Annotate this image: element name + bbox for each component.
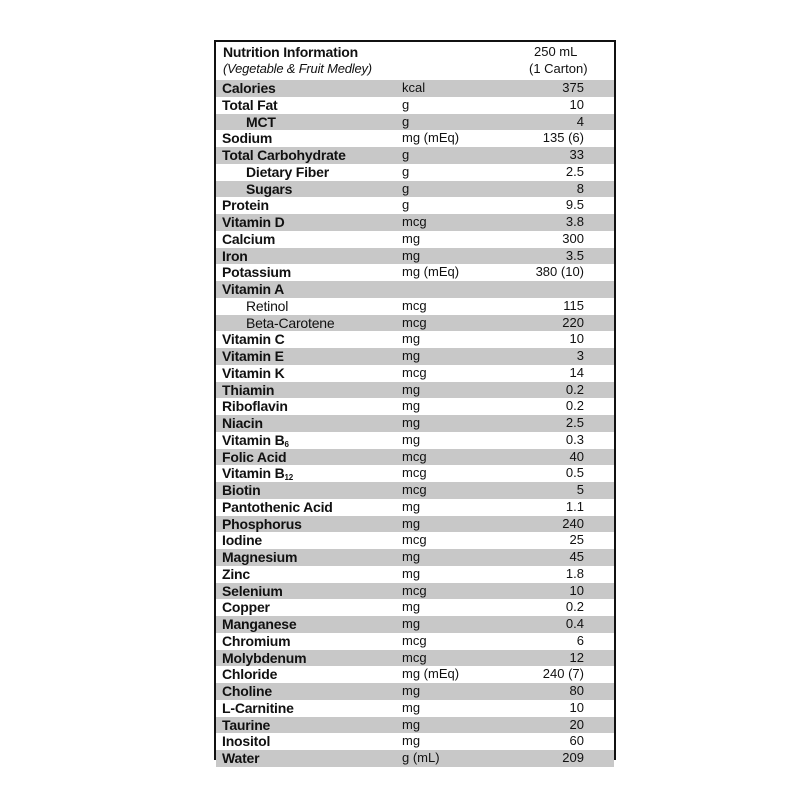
nutrient-unit: g bbox=[402, 197, 410, 213]
nutrient-unit: mg bbox=[402, 716, 421, 732]
nutrient-row bbox=[216, 599, 614, 616]
nutrient-row bbox=[216, 482, 614, 499]
nutrient-name-text: Total Carbohydrate bbox=[222, 147, 346, 163]
nutrient-name-text: Manganese bbox=[222, 616, 297, 632]
nutrient-value: 135 (6) bbox=[542, 130, 584, 146]
nutrient-name-text: Sugars bbox=[246, 180, 293, 197]
nutrient-name bbox=[222, 717, 270, 734]
nutrient-name-text: Chromium bbox=[222, 632, 291, 649]
nutrient-name bbox=[222, 683, 272, 700]
nutrient-name bbox=[222, 331, 285, 348]
nutrient-unit: mg bbox=[402, 348, 421, 363]
nutrient-row bbox=[216, 264, 614, 281]
nutrient-row bbox=[216, 214, 614, 231]
nutrient-name-text: Vitamin A bbox=[222, 281, 284, 297]
nutrition-panel bbox=[214, 40, 616, 766]
nutrient-name-text: L-Carnitine bbox=[222, 699, 294, 716]
nutrient-value: 2.5 bbox=[565, 415, 584, 430]
nutrient-row bbox=[216, 97, 614, 114]
nutrient-name bbox=[222, 248, 248, 265]
nutrient-value: 3 bbox=[576, 348, 584, 363]
nutrient-name bbox=[222, 566, 250, 583]
nutrient-name-text: Calcium bbox=[222, 230, 276, 247]
nutrient-name bbox=[222, 97, 278, 114]
nutrient-value: 6 bbox=[576, 632, 584, 648]
nutrient-name bbox=[222, 382, 274, 399]
nutrient-name-text: Vitamin B bbox=[222, 431, 285, 448]
nutrient-name bbox=[222, 733, 270, 750]
nutrient-name-text: Water bbox=[222, 750, 260, 766]
nutrient-value: 0.4 bbox=[565, 616, 584, 631]
nutrient-name-text: Inositol bbox=[222, 733, 271, 750]
nutrient-unit: kcal bbox=[402, 80, 426, 95]
nutrient-name-text: Vitamin B bbox=[222, 465, 285, 482]
nutrient-unit: mg bbox=[402, 565, 421, 581]
nutrient-row bbox=[216, 616, 614, 633]
nutrient-value: 60 bbox=[569, 733, 584, 749]
nutrient-value: 8 bbox=[576, 180, 584, 196]
nutrient-name bbox=[222, 281, 284, 298]
nutrient-name-text: Retinol bbox=[246, 297, 289, 314]
nutrient-row bbox=[216, 717, 614, 734]
nutrient-row bbox=[216, 700, 614, 717]
nutrient-name-text: Niacin bbox=[222, 415, 263, 431]
nutrient-value: 1.8 bbox=[565, 565, 584, 581]
nutrient-value: 12 bbox=[569, 649, 584, 665]
nutrient-row bbox=[216, 449, 614, 466]
nutrient-name bbox=[222, 482, 260, 499]
nutrient-name bbox=[222, 583, 283, 600]
nutrient-name-text: Protein bbox=[222, 197, 269, 214]
nutrient-unit: g bbox=[402, 113, 410, 129]
nutrient-row bbox=[216, 516, 614, 533]
panel-header bbox=[216, 42, 614, 80]
nutrient-row bbox=[216, 231, 614, 248]
nutrient-name bbox=[222, 599, 270, 616]
nutrient-row bbox=[216, 348, 614, 365]
nutrient-value: 0.2 bbox=[565, 599, 584, 615]
nutrient-name bbox=[222, 415, 263, 432]
nutrient-value: 40 bbox=[569, 448, 584, 464]
nutrient-row bbox=[216, 666, 614, 683]
nutrient-unit: mcg bbox=[402, 649, 427, 665]
nutrient-unit: mg bbox=[402, 230, 421, 246]
nutrient-name-text: Zinc bbox=[222, 565, 250, 582]
nutrient-name-text: Pantothenic Acid bbox=[222, 498, 333, 515]
nutrient-name-text: Phosphorus bbox=[222, 515, 302, 532]
nutrient-name-text: Taurine bbox=[222, 716, 271, 733]
nutrient-value: 240 (7) bbox=[542, 666, 584, 682]
nutrient-row bbox=[216, 532, 614, 549]
panel-subtitle: (Vegetable & Fruit Medley) bbox=[223, 61, 372, 76]
nutrient-name bbox=[222, 750, 259, 767]
nutrient-name-text: Total Fat bbox=[222, 96, 278, 113]
nutrient-value: 9.5 bbox=[565, 197, 584, 213]
nutrient-name-text: Biotin bbox=[222, 482, 261, 498]
nutrient-unit: mcg bbox=[402, 532, 427, 548]
nutrient-unit: mg bbox=[402, 398, 421, 414]
nutrient-value: 240 bbox=[562, 515, 584, 531]
nutrient-value: 3.5 bbox=[565, 247, 584, 263]
nutrient-name bbox=[222, 499, 333, 516]
nutrient-unit: mcg bbox=[402, 482, 427, 497]
nutrient-value: 10 bbox=[569, 96, 584, 112]
nutrient-name bbox=[222, 516, 302, 533]
nutrient-name-text: Molybdenum bbox=[222, 649, 307, 666]
nutrient-name bbox=[222, 398, 288, 415]
nutrient-value: 375 bbox=[562, 80, 584, 95]
nutrient-name bbox=[222, 365, 285, 382]
nutrient-name-text: Dietary Fiber bbox=[246, 163, 329, 180]
nutrient-value: 0.5 bbox=[565, 465, 584, 481]
nutrient-value: 3.8 bbox=[565, 214, 584, 229]
nutrient-row bbox=[216, 432, 614, 449]
nutrient-value: 14 bbox=[569, 364, 584, 380]
nutrient-row bbox=[216, 499, 614, 516]
nutrient-name bbox=[222, 532, 262, 549]
nutrient-value: 0.3 bbox=[565, 431, 584, 447]
nutrient-name bbox=[222, 449, 286, 466]
nutrient-value: 380 (10) bbox=[535, 264, 584, 280]
nutrient-unit: mg bbox=[402, 498, 421, 514]
nutrient-value: 0.2 bbox=[565, 381, 584, 397]
nutrient-value: 80 bbox=[569, 683, 584, 698]
nutrient-row bbox=[216, 147, 614, 164]
nutrient-row bbox=[216, 130, 614, 147]
nutrient-unit: mg bbox=[402, 733, 421, 749]
nutrient-name bbox=[222, 633, 290, 650]
nutrient-value: 25 bbox=[569, 532, 584, 548]
nutrient-name bbox=[246, 114, 276, 131]
nutrient-name bbox=[222, 231, 275, 248]
nutrient-unit: mcg bbox=[402, 632, 427, 648]
nutrient-row bbox=[216, 298, 614, 315]
nutrient-unit: mcg bbox=[402, 582, 427, 598]
nutrient-unit: mg bbox=[402, 683, 421, 698]
nutrient-unit: mg bbox=[402, 431, 421, 447]
nutrient-value: 115 bbox=[563, 297, 584, 313]
nutrient-name-text: Vitamin E bbox=[222, 348, 284, 364]
nutrient-value: 20 bbox=[569, 716, 584, 732]
nutrient-row bbox=[216, 80, 614, 97]
nutrient-row bbox=[216, 382, 614, 399]
nutrient-name bbox=[222, 147, 346, 164]
nutrient-name-text: Copper bbox=[222, 599, 270, 616]
nutrient-unit: g (mL) bbox=[402, 750, 440, 765]
nutrient-unit: mcg bbox=[402, 465, 427, 481]
nutrient-name-text: Thiamin bbox=[222, 381, 275, 398]
nutrient-row bbox=[216, 331, 614, 348]
nutrient-name-text: Potassium bbox=[222, 264, 291, 281]
nutrient-row bbox=[216, 415, 614, 432]
nutrient-value: 10 bbox=[569, 331, 584, 347]
nutrient-row bbox=[216, 650, 614, 667]
nutrient-name-text: Folic Acid bbox=[222, 448, 287, 465]
nutrient-row bbox=[216, 566, 614, 583]
nutrient-name bbox=[246, 181, 292, 198]
nutrient-row bbox=[216, 365, 614, 382]
nutrient-name-text: Calories bbox=[222, 80, 276, 96]
nutrient-name bbox=[222, 616, 296, 633]
nutrient-unit: mg (mEq) bbox=[402, 264, 460, 280]
nutrient-row bbox=[216, 398, 614, 415]
nutrient-row bbox=[216, 315, 614, 332]
nutrient-unit: mg bbox=[402, 616, 421, 631]
nutrient-row bbox=[216, 733, 614, 750]
nutrient-name bbox=[246, 164, 329, 181]
nutrient-name-text: Chloride bbox=[222, 666, 278, 683]
nutrient-name bbox=[222, 650, 306, 667]
nutrient-row bbox=[216, 197, 614, 214]
nutrient-name bbox=[246, 298, 288, 315]
nutrient-unit: mg bbox=[402, 415, 421, 430]
nutrient-name-text: Sodium bbox=[222, 130, 273, 147]
nutrient-name bbox=[222, 666, 277, 683]
nutrient-unit: mcg bbox=[402, 448, 427, 464]
nutrient-name-text: Riboflavin bbox=[222, 398, 288, 415]
nutrient-unit: mg bbox=[402, 549, 421, 564]
nutrient-name-text: Beta-Carotene bbox=[246, 314, 335, 331]
nutrient-name-text: MCT bbox=[246, 113, 276, 130]
nutrient-name bbox=[222, 80, 276, 97]
nutrient-unit: mg bbox=[402, 247, 421, 263]
nutrient-name bbox=[222, 348, 284, 365]
nutrient-unit: mg bbox=[402, 515, 421, 531]
nutrient-row bbox=[216, 181, 614, 198]
nutrient-value: 2.5 bbox=[565, 163, 584, 179]
nutrient-unit: mg (mEq) bbox=[402, 130, 460, 146]
nutrient-name bbox=[222, 197, 269, 214]
nutrient-unit: mcg bbox=[402, 314, 427, 330]
nutrient-value: 4 bbox=[576, 113, 584, 129]
nutrient-name-text: Iron bbox=[222, 247, 248, 264]
nutrient-value: 1.1 bbox=[565, 498, 584, 514]
nutrient-unit: mg bbox=[402, 381, 421, 397]
nutrient-name-subscript: 12 bbox=[284, 473, 294, 483]
nutrient-name bbox=[222, 700, 294, 717]
nutrient-row bbox=[216, 633, 614, 650]
nutrient-name bbox=[222, 549, 297, 566]
nutrient-value: 5 bbox=[576, 482, 584, 497]
nutrient-name-text: Vitamin D bbox=[222, 214, 285, 230]
nutrient-name-subscript: 6 bbox=[284, 439, 289, 449]
nutrient-value: 33 bbox=[569, 147, 584, 162]
panel-title: Nutrition Information bbox=[223, 44, 359, 60]
nutrient-name-text: Vitamin C bbox=[222, 331, 285, 348]
nutrient-row bbox=[216, 281, 614, 298]
nutrient-value: 10 bbox=[569, 699, 584, 715]
nutrient-row bbox=[216, 683, 614, 700]
nutrient-value: 209 bbox=[562, 750, 584, 765]
nutrient-name-text: Iodine bbox=[222, 532, 263, 549]
nutrient-table bbox=[216, 80, 614, 767]
nutrient-unit: mcg bbox=[402, 297, 427, 313]
nutrient-unit: mg (mEq) bbox=[402, 666, 460, 682]
nutrient-name bbox=[222, 264, 291, 281]
nutrient-unit: mcg bbox=[402, 364, 427, 380]
nutrient-row bbox=[216, 114, 614, 131]
nutrient-unit: g bbox=[402, 163, 410, 179]
serving-description: (1 Carton) bbox=[529, 61, 588, 76]
nutrient-row bbox=[216, 164, 614, 181]
nutrient-value: 300 bbox=[562, 230, 584, 246]
nutrient-row bbox=[216, 549, 614, 566]
nutrient-value: 220 bbox=[562, 314, 584, 330]
nutrient-name-text: Selenium bbox=[222, 582, 283, 599]
nutrient-unit: mg bbox=[402, 699, 421, 715]
nutrient-name bbox=[246, 315, 334, 332]
nutrient-name bbox=[222, 130, 272, 147]
nutrient-row bbox=[216, 583, 614, 600]
nutrient-name-text: Vitamin K bbox=[222, 364, 285, 381]
nutrient-name-text: Choline bbox=[222, 683, 272, 699]
nutrient-value: 0.2 bbox=[565, 398, 584, 414]
nutrient-row bbox=[216, 248, 614, 265]
nutrient-value: 10 bbox=[569, 582, 584, 598]
nutrient-unit: mg bbox=[402, 599, 421, 615]
nutrient-unit: g bbox=[402, 180, 410, 196]
nutrient-unit: g bbox=[402, 96, 410, 112]
nutrient-name bbox=[222, 214, 285, 231]
nutrient-row bbox=[216, 465, 614, 482]
nutrient-unit: mg bbox=[402, 331, 421, 347]
nutrient-name-text: Magnesium bbox=[222, 549, 298, 565]
nutrient-unit: g bbox=[402, 147, 410, 162]
nutrient-row bbox=[216, 750, 614, 767]
nutrient-unit: mcg bbox=[402, 214, 427, 229]
nutrient-value: 45 bbox=[569, 549, 584, 564]
serving-size: 250 mL bbox=[534, 44, 578, 59]
